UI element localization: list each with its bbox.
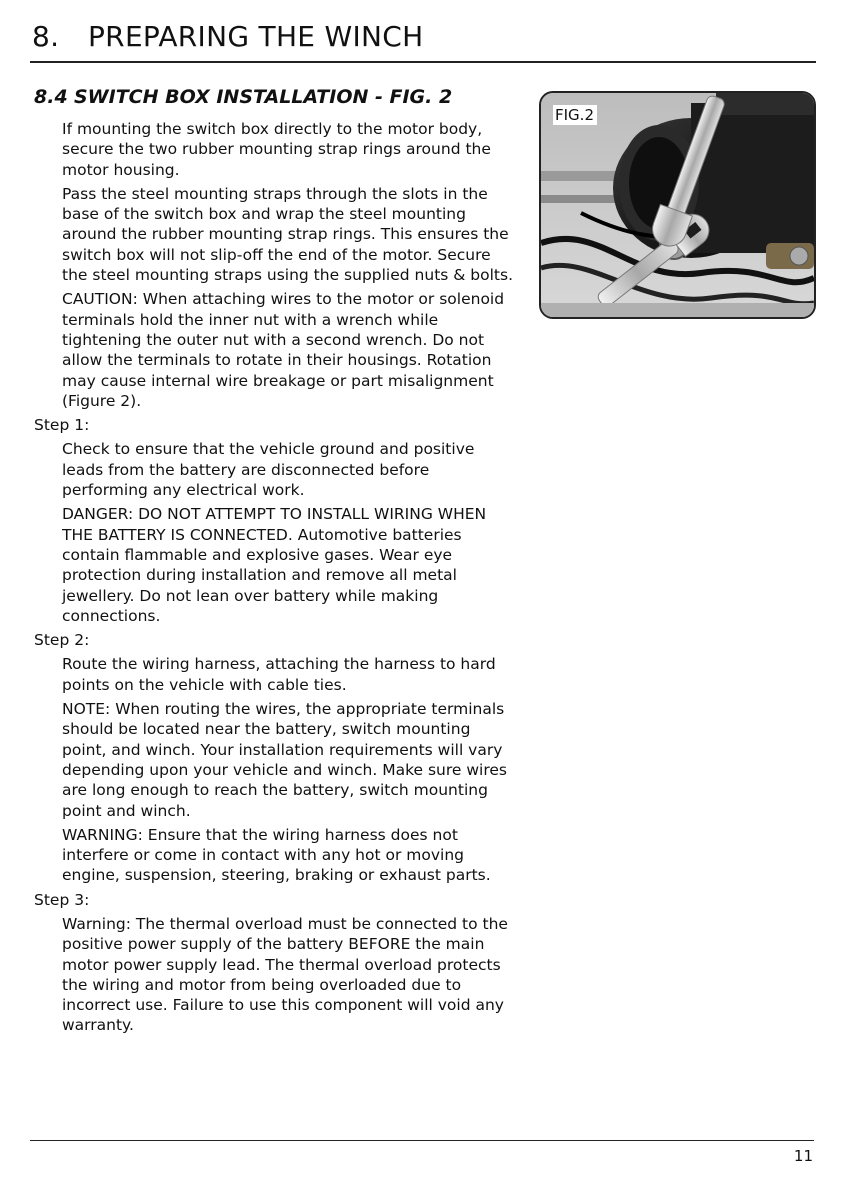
page-number: 11 xyxy=(793,1147,813,1165)
paragraph: If mounting the switch box directly to the motor body, secure the two rubber mounting strap rings around the motor housing. xyxy=(62,120,491,179)
footer-divider xyxy=(30,1140,814,1141)
section-number: 8.4 xyxy=(34,86,68,108)
paragraph: Pass the steel mounting straps through the slots in the base of the switch box and wrap the steel mounting around the rubber mounting strap rings. This ensures the switch box will not slip-off the end of the motor. Secure the steel mounting straps using the supplied nuts & bolts. xyxy=(62,184,513,285)
step-label: Step 3: xyxy=(34,890,90,909)
caution-paragraph: CAUTION: When attaching wires to the motor or solenoid terminals hold the inner nut with a wrench while tightening the outer nut with a second wrench. Do not allow the terminals to rotate in their housings. Rotation may cause internal wire breakage or part misalignment (Figure 2). xyxy=(62,290,505,410)
warning-paragraph: WARNING: Ensure that the wiring harness does not interfere or come in contact with any hot or moving engine, suspension, steering, braking or exhaust parts. xyxy=(62,825,491,885)
figure-label: FIG.2 xyxy=(553,105,597,125)
warning-paragraph: Warning: The thermal overload must be connected to the positive power supply of the battery BEFORE the main motor power supply lead. The thermal overload protects the wiring and motor from being overloaded due to incorrect use. Failure to use this component will void any warranty. xyxy=(62,914,508,1035)
chapter-title-text: PREPARING THE WINCH xyxy=(88,20,424,53)
paragraph: Route the wiring harness, attaching the harness to hard points on the vehicle with cable ties. xyxy=(62,655,496,694)
note-paragraph: NOTE: When routing the wires, the appropriate terminals should be located near the battery, switch mounting point, and winch. Your installation requirements will vary depending upon your vehicle and winch. Make sure wires are long enough to reach the battery, switch mounting point and winch. xyxy=(62,700,507,820)
paragraph: Check to ensure that the vehicle ground and positive leads from the battery are disconnected before performing any electrical work. xyxy=(62,440,475,500)
step-label: Step 2: xyxy=(34,631,90,650)
chapter-title xyxy=(32,20,423,53)
danger-paragraph: DANGER: DO NOT ATTEMPT TO INSTALL WIRING WHEN THE BATTERY IS CONNECTED. Automotive batteries contain flammable and explosive gases. Wear eye protection during installation and remove all metal jewellery. Do not lean over battery while making connections. xyxy=(62,505,487,625)
section-title: SWITCH BOX INSTALLATION - FIG. 2 xyxy=(74,86,453,108)
winch-switch-box-photo-icon xyxy=(541,93,814,317)
body-text xyxy=(34,119,514,1040)
figure-photo xyxy=(539,91,816,319)
step-label: Step 1: xyxy=(34,416,90,435)
section-heading xyxy=(34,86,452,108)
header-divider xyxy=(30,61,816,63)
chapter-number: 8. xyxy=(32,20,60,53)
